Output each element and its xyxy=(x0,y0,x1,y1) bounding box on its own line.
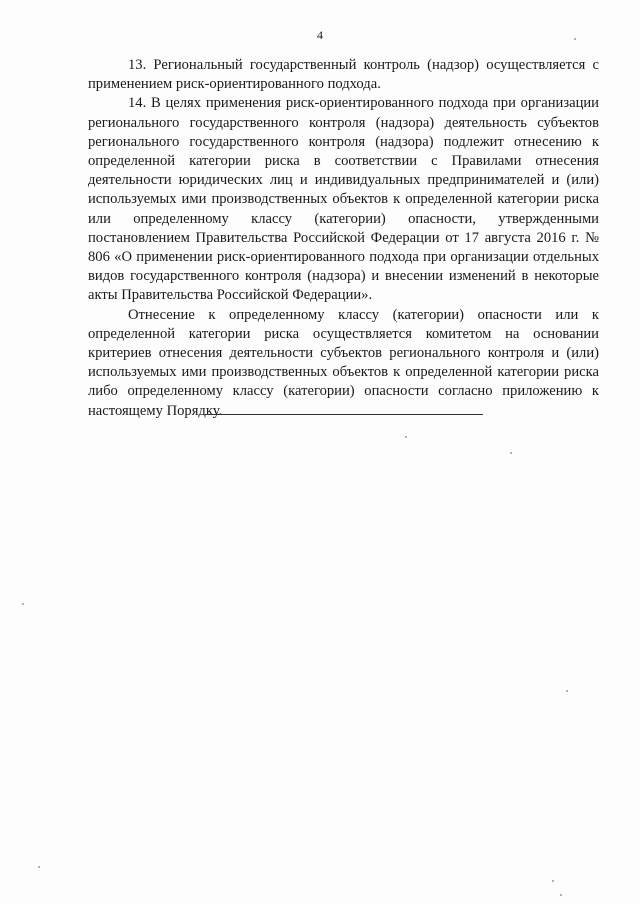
paragraph-14-continuation: Отнесение к определенному классу (категории) опасности или к определенной категории риска осуществляется комитетом на основании критериев отнесения деятельности субъектов регионального контроля и (или) используемых ими производственных объектов к определенной категории риска либо определенному классу (категории) опасности согласно приложению к настоящему Порядку. xyxy=(88,306,599,419)
page-number: 4 xyxy=(317,28,323,42)
scan-speck xyxy=(560,894,562,896)
paragraph-14: 14. В целях применения риск-ориентированного подхода при организации регионального государственного контроля (надзора) деятельность субъектов регионального государственного контроля (надзора) подлежит отнесению к определенной категории риска в соответствии с Правилами отнесения деятельности юридических лиц и индивидуальных предпринимателей и (или) используемых ими производственных объектов к определенной категории риска или определенному классу (категории) опасности, утвержденными постановлением Правительства Российской Федерации от 17 августа 2016 г. № 806 «О применении риск-ориентированного подхода при организации отдельных видов государственного контроля (надзора) и внесении изменений в некоторые акты Правительства Российской Федерации». xyxy=(88,95,599,304)
scan-speck xyxy=(566,690,568,692)
scan-speck xyxy=(22,603,24,605)
document-body xyxy=(88,56,599,421)
end-of-text-divider xyxy=(205,414,483,415)
scan-speck xyxy=(38,866,40,868)
scan-speck xyxy=(574,38,576,40)
scan-speck xyxy=(405,436,407,438)
paragraph-13: 13. Региональный государственный контроль (надзор) осуществляется с применением риск-ориентированного подхода. xyxy=(88,57,599,93)
scan-speck xyxy=(552,880,554,882)
scan-speck xyxy=(510,452,512,454)
